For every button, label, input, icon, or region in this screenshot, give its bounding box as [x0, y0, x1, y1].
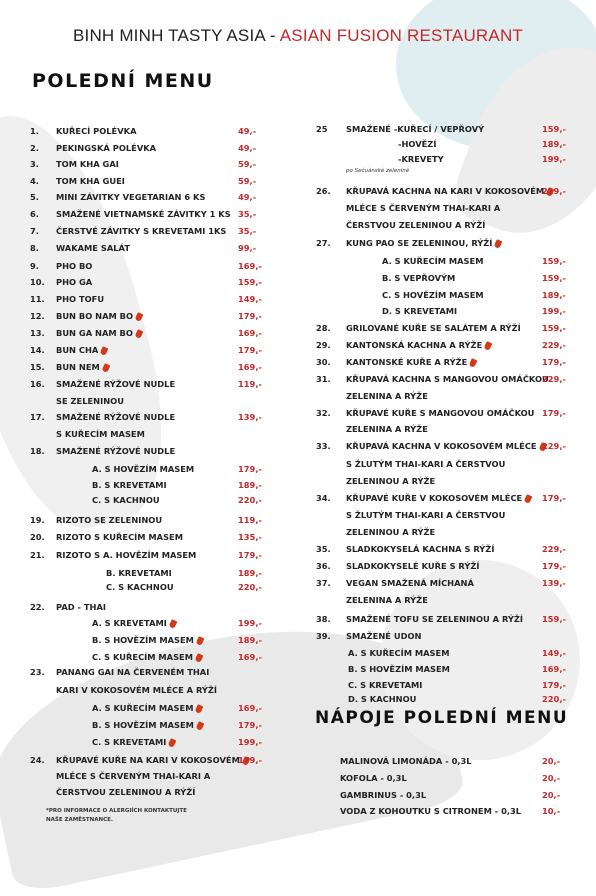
- menu-item-number: 4.: [30, 176, 39, 186]
- drink-item-name: VODA Z KOHOUTKU S CITRONEM - 0,3L: [340, 806, 522, 816]
- menu-item-price: 179,-: [238, 464, 262, 474]
- menu-item-price: 49,-: [238, 192, 257, 202]
- menu-item-name: RIZOTO SE ZELENINOU: [56, 515, 163, 525]
- menu-item: [0, 544, 596, 555]
- menu-item-number: 35.: [316, 544, 331, 554]
- menu-item-name: ZELENINA A RÝŽE: [346, 595, 428, 605]
- menu-item: [0, 374, 596, 385]
- menu-item-number: 16.: [30, 379, 45, 389]
- menu-item-name: PHO GA: [56, 277, 93, 287]
- menu-item-name: VEGAN SMAŽENÁ MÍCHANÁ: [346, 578, 474, 588]
- menu-item-number: 5.: [30, 192, 39, 202]
- menu-item: [0, 273, 596, 284]
- menu-item-price: 169,-: [238, 362, 262, 372]
- menu-item-number: 23.: [30, 667, 45, 677]
- menu-item-number: 20.: [30, 532, 45, 542]
- menu-item-name: ČERSTVÉ ZÁVITKY S KREVETAMI 1KS: [56, 226, 227, 236]
- menu-item-number: 1.: [30, 126, 39, 136]
- menu-item: [0, 306, 596, 317]
- menu-item-price: 189,-: [542, 139, 566, 149]
- menu-item-name: SMAŽENÉ -KUŘECÍ / VEPŘOVÝ: [346, 124, 485, 134]
- menu-item-name: SE ZELENINOU: [56, 396, 124, 406]
- menu-item: [0, 561, 596, 572]
- menu-item-name: B. S VEPŘOVÝM: [382, 273, 456, 283]
- menu-item-name: KŘUPAVÉ KUŘE V KOKOSOVÉM MLÉCE: [346, 493, 531, 503]
- menu-item-price: 169,-: [238, 703, 262, 713]
- menu-item: [0, 694, 596, 705]
- menu-item-name: D. S KREVETAMI: [382, 306, 458, 316]
- menu-item-name: TOM KHA GAI: [56, 159, 119, 169]
- menu-item-name: C. S KREVETAMI: [92, 737, 175, 747]
- menu-item-number: 14.: [30, 345, 45, 355]
- restaurant-type: ASIAN FUSION RESTAURANT: [279, 26, 524, 45]
- allergy-note-line-2: NAŠE ZAMĚSTNANCE.: [46, 817, 114, 823]
- menu-item-name: B. S HOVĚZÍM MASEM: [348, 664, 450, 674]
- chili-pepper-icon: [196, 721, 205, 731]
- menu-item-number: 22.: [30, 602, 45, 612]
- menu-item-price: 199,-: [542, 154, 566, 164]
- menu-item: [0, 139, 596, 150]
- menu-item-name: SMAŽENÉ RÝŽOVÉ NUDLE: [56, 446, 176, 456]
- menu-item-name: A. S HOVĚZÍM MASEM: [92, 464, 195, 474]
- menu-item-number: 19.: [30, 515, 45, 525]
- menu-item-price: 189,-: [238, 568, 262, 578]
- menu-item-name: WAKAME SALÁT: [56, 243, 130, 253]
- menu-item-number: 34.: [316, 493, 331, 503]
- menu-item-number: 27.: [316, 238, 331, 248]
- menu-item-number: 18.: [30, 446, 45, 456]
- menu-item: [0, 664, 596, 675]
- menu-item-name: S KUŘECÍM MASEM: [56, 429, 145, 439]
- menu-item-price: 159,-: [542, 614, 566, 624]
- menu-item-name: MLÉCE S ČERVENÝM THAI-KARI A: [346, 203, 501, 213]
- menu-item-price: 179,-: [238, 550, 262, 560]
- menu-item-name: MINI ZÁVITKY VEGETARIAN 6 KS: [56, 192, 206, 202]
- menu-item-price: 149,-: [238, 294, 262, 304]
- menu-item-price: 229,-: [542, 374, 566, 384]
- menu-item-name: ZELENINA A RÝŽE: [346, 391, 428, 401]
- menu-item: [0, 631, 596, 642]
- restaurant-name: BINH MINH TASTY ASIA -: [72, 26, 280, 45]
- menu-item-number: 12.: [30, 311, 45, 321]
- chili-pepper-icon: [195, 704, 204, 714]
- menu-item-name: BUN GA NAM BO: [56, 328, 142, 338]
- menu-item-name: BUN BO NAM BO: [56, 311, 142, 321]
- menu-item-price: 229,-: [542, 186, 566, 196]
- chili-pepper-icon: [469, 358, 478, 368]
- menu-item-name: C. S KUŘECÍM MASEM: [92, 652, 202, 662]
- menu-item-number: 36.: [316, 561, 331, 571]
- menu-item-number: 31.: [316, 374, 331, 384]
- menu-item: [0, 648, 596, 659]
- menu-item-price: 179,-: [542, 408, 566, 418]
- menu-item-price: 59,-: [238, 176, 257, 186]
- drink-item-price: 10,-: [542, 806, 561, 816]
- menu-item-price: 189,-: [542, 290, 566, 300]
- menu-item-price: 49,-: [238, 126, 257, 136]
- menu-item-number: 29.: [316, 340, 331, 350]
- chili-pepper-icon: [524, 494, 533, 504]
- menu-item-price: 159,-: [542, 256, 566, 266]
- menu-item: [0, 424, 596, 435]
- chili-pepper-icon: [494, 239, 503, 249]
- menu-item-price: 159,-: [542, 323, 566, 333]
- menu-item-number: 32.: [316, 408, 331, 418]
- menu-item: [0, 680, 596, 691]
- menu-item-number: 26.: [316, 186, 331, 196]
- menu-item-price: 99,-: [238, 243, 257, 253]
- menu-item-number: 24.: [30, 755, 45, 765]
- menu-item-number: 13.: [30, 328, 45, 338]
- menu-item: [0, 290, 596, 301]
- menu-item-name: KŘUPAVÁ KACHNA NA KARI V KOKOSOVÉM: [346, 186, 553, 196]
- menu-item-name: RIZOTO S A. HOVĚZÍM MASEM: [56, 550, 197, 560]
- drink-item-name: MALINOVÁ LIMONÁDA - 0,3L: [340, 756, 472, 766]
- menu-item-price: 189,-: [238, 635, 262, 645]
- menu-item-price: 159,-: [542, 124, 566, 134]
- menu-item-price: 220,-: [238, 582, 262, 592]
- menu-item-number: 33.: [316, 441, 331, 451]
- menu-item-name: RIZOTO S KUŘECÍM MASEM: [56, 532, 183, 542]
- menu-item-price: 229,-: [542, 441, 566, 451]
- menu-item-price: 139,-: [238, 412, 262, 422]
- menu-item-name: ZELENINA A RÝŽE: [346, 424, 428, 434]
- restaurant-header: [0, 26, 596, 46]
- menu-item-price: 149,-: [542, 648, 566, 658]
- menu-item: [0, 186, 596, 197]
- menu-item: [0, 203, 596, 214]
- menu-item-price: 199,-: [542, 306, 566, 316]
- menu-item-price: 179,-: [542, 357, 566, 367]
- menu-item: [0, 527, 596, 538]
- menu-item-number: 37.: [316, 578, 331, 588]
- menu-item: [0, 459, 596, 470]
- menu-item-name: BUN CHA: [56, 345, 107, 355]
- menu-item-name: A. S KUŘECÍM MASEM: [382, 256, 484, 266]
- menu-item-price: 159,-: [542, 273, 566, 283]
- menu-item-price: 169,-: [238, 328, 262, 338]
- menu-item-name: KŘUPAVÁ KACHNA V KOKOSOVÉM MLÉCE: [346, 441, 546, 451]
- menu-item-price: 179,-: [542, 680, 566, 690]
- drink-item: [0, 790, 596, 801]
- menu-item: [0, 493, 596, 504]
- menu-item-price: 220,-: [542, 694, 566, 704]
- chili-pepper-icon: [484, 341, 493, 351]
- menu-item-name: SMAŽENÉ VIETNAMSKÉ ZÁVITKY 1 KS: [56, 209, 231, 219]
- menu-item: [0, 476, 596, 487]
- drinks-title: NÁPOJE POLEDNÍ MENU: [315, 708, 569, 728]
- menu-item: [0, 124, 596, 135]
- menu-item-name: B. S HOVĚZÍM MASEM: [92, 720, 203, 730]
- menu-item-price: 59,-: [238, 159, 257, 169]
- drink-item: [0, 756, 596, 767]
- menu-item: [0, 510, 596, 521]
- drink-item: [0, 773, 596, 784]
- menu-item-price: 169,-: [238, 261, 262, 271]
- menu-item-name: MLÉCE S ČERVENÝM THAI-KARI A: [56, 771, 211, 781]
- menu-item-price: 199,-: [238, 737, 262, 747]
- menu-item-name: BUN NEM: [56, 362, 109, 372]
- menu-item-name: A. S KREVETAMI: [92, 618, 176, 628]
- menu-item: [0, 154, 596, 165]
- menu-item-price: 159,-: [238, 277, 262, 287]
- menu-item-number: 17.: [30, 412, 45, 422]
- menu-item-price: 229,-: [542, 544, 566, 554]
- menu-item-name: C. S KACHNOU: [92, 495, 160, 505]
- menu-item: [0, 737, 596, 748]
- menu-item-number: 9.: [30, 261, 39, 271]
- menu-item-number: 15.: [30, 362, 45, 372]
- menu-item-name: KŘUPAVÁ KACHNA S MANGOVOU OMÁČKOU: [346, 374, 549, 384]
- menu-item: [0, 323, 596, 334]
- menu-item-name: -KREVETY: [398, 154, 444, 164]
- menu-item: [0, 578, 596, 589]
- menu-item-name: B. S KREVETAMI: [92, 480, 167, 490]
- menu-item-name: ZELENINOU A RÝŽE: [346, 527, 436, 537]
- menu-item-price: 179,-: [542, 561, 566, 571]
- menu-item-name: KŘUPAVÉ KUŘE S MANGOVOU OMÁČKOU: [346, 408, 535, 418]
- menu-item-price: 179,-: [238, 755, 262, 765]
- drink-item-price: 20,-: [542, 790, 561, 800]
- menu-item: [0, 256, 596, 267]
- menu-item-name: S ŽLUTÝM THAI-KARI A ČERSTVOU: [346, 510, 506, 520]
- menu-item-name: C. S HOVĚZÍM MASEM: [382, 290, 484, 300]
- menu-item-name: SMAŽENÉ RÝŽOVÉ NUDLE: [56, 379, 176, 389]
- menu-item: [0, 614, 596, 625]
- menu-item-name: B. S HOVĚZÍM MASEM: [92, 635, 203, 645]
- menu-item-price: 139,-: [542, 578, 566, 588]
- menu-item-number: 39.: [316, 631, 331, 641]
- menu-item-price: 35,-: [238, 226, 257, 236]
- menu-item-number: 30.: [316, 357, 331, 367]
- menu-item-number: 7.: [30, 226, 39, 236]
- menu-item: [0, 391, 596, 402]
- menu-item-name: TOM KHA GUEI: [56, 176, 125, 186]
- menu-item: [0, 595, 596, 606]
- menu-item-name: KANTONSKÉ KUŘE A RÝŽE: [346, 357, 476, 367]
- menu-item-name: ZELENINOU A RÝŽE: [346, 476, 436, 486]
- menu-item-number: 8.: [30, 243, 39, 253]
- menu-item-number: 2.: [30, 143, 39, 153]
- menu-item-price: 179,-: [238, 720, 262, 730]
- szechuan-note: po Sečuánské zelenině: [346, 168, 410, 174]
- menu-item-price: 179,-: [542, 493, 566, 503]
- menu-item-price: 189,-: [238, 480, 262, 490]
- menu-item-name: ČERSTVOU ZELENINOU A RÝŽÍ: [346, 220, 486, 230]
- menu-item-name: KUŘECÍ POLÉVKA: [56, 126, 137, 136]
- menu-item-number: 10.: [30, 277, 45, 287]
- menu-item-name: SLADKOKYSELÁ KACHNA S RÝŽÍ: [346, 544, 495, 554]
- drink-item-name: KOFOLA - 0,3L: [340, 773, 407, 783]
- menu-item-name: KARI V KOKOSOVÉM MLÉCE A RÝŽÍ: [56, 685, 217, 695]
- menu-item: [0, 340, 596, 351]
- menu-item-name: PHO TOFU: [56, 294, 105, 304]
- menu-item-name: PANANG GAI NA ČERVENÉM THAI: [56, 667, 210, 677]
- menu-item-name: A. S KUŘECÍM MASEM: [348, 648, 450, 658]
- menu-item-name: KUNG PAO SE ZELENINOU, RÝŽÍ: [346, 238, 501, 248]
- allergy-note-line-1: *PRO INFORMACE O ALERGIÍCH KONTAKTUJTE: [46, 808, 187, 814]
- menu-item: [0, 441, 596, 452]
- menu-item-number: 25: [316, 124, 328, 134]
- menu-item-name: PAD - THAI: [56, 602, 106, 612]
- menu-item-name: SLADKOKYSELÉ KUŘE S RÝŽÍ: [346, 561, 480, 571]
- menu-item-name: PHO BO: [56, 261, 93, 271]
- menu-item-name: ČERSTVOU ZELENINOU A RÝŽÍ: [56, 787, 196, 797]
- menu-item-name: A. S KUŘECÍM MASEM: [92, 703, 202, 713]
- menu-item-name: GRILOVANÉ KUŘE SE SALÁTEM A RÝŽÍ: [346, 323, 521, 333]
- menu-item-number: 11.: [30, 294, 45, 304]
- menu-item-name: KŘUPAVÉ KUŘE NA KARI V KOKOSOVÉM: [56, 755, 249, 765]
- menu-item: [0, 357, 596, 368]
- menu-item-name: C. S KREVETAMI: [348, 680, 423, 690]
- menu-item: [0, 238, 596, 249]
- menu-item-name: SMAŽENÉ TOFU SE ZELENINOU A RÝŽÍ: [346, 614, 524, 624]
- drink-item-name: GAMBRINUS - 0,3L: [340, 790, 427, 800]
- menu-item-price: 179,-: [238, 311, 262, 321]
- menu-item: [0, 220, 596, 231]
- menu-item-price: 229,-: [542, 340, 566, 350]
- menu-item-name: KANTONSKÁ KACHNA A RÝŽE: [346, 340, 491, 350]
- menu-item-price: 169,-: [542, 664, 566, 674]
- menu-item-price: 220,-: [238, 495, 262, 505]
- menu-item-number: 38.: [316, 614, 331, 624]
- menu-item-name: C. S KACHNOU: [106, 582, 174, 592]
- menu-item: [0, 408, 596, 419]
- menu-item-name: PEKINGSKÁ POLÉVKA: [56, 143, 157, 153]
- menu-item-name: D. S KACHNOU: [348, 694, 417, 704]
- menu-item-price: 49,-: [238, 143, 257, 153]
- menu-item-price: 169,-: [238, 652, 262, 662]
- menu-item-name: S ŽLUTÝM THAI-KARI A ČERSTVOU: [346, 459, 506, 469]
- menu-item-number: 3.: [30, 159, 39, 169]
- chili-pepper-icon: [168, 738, 177, 748]
- drink-item-price: 20,-: [542, 773, 561, 783]
- drink-item: [0, 806, 596, 817]
- menu-item-name: B. KREVETAMI: [106, 568, 172, 578]
- menu-item-name: SMAŽENÉ UDON: [346, 631, 422, 641]
- menu-item-name: -HOVĚZÍ: [398, 139, 437, 149]
- drink-item-price: 20,-: [542, 756, 561, 766]
- menu-item-price: 35,-: [238, 209, 257, 219]
- menu-item-number: 21.: [30, 550, 45, 560]
- menu-item-price: 119,-: [238, 515, 262, 525]
- menu-item-price: 199,-: [238, 618, 262, 628]
- menu-item-price: 119,-: [238, 379, 262, 389]
- menu-item-price: 179,-: [238, 345, 262, 355]
- menu-item-number: 28.: [316, 323, 331, 333]
- menu-item-name: SMAŽENÉ RÝŽOVÉ NUDLE: [56, 412, 176, 422]
- menu-item-price: 135,-: [238, 532, 262, 542]
- menu-title: POLEDNÍ MENU: [32, 70, 214, 92]
- menu-item-number: 6.: [30, 209, 39, 219]
